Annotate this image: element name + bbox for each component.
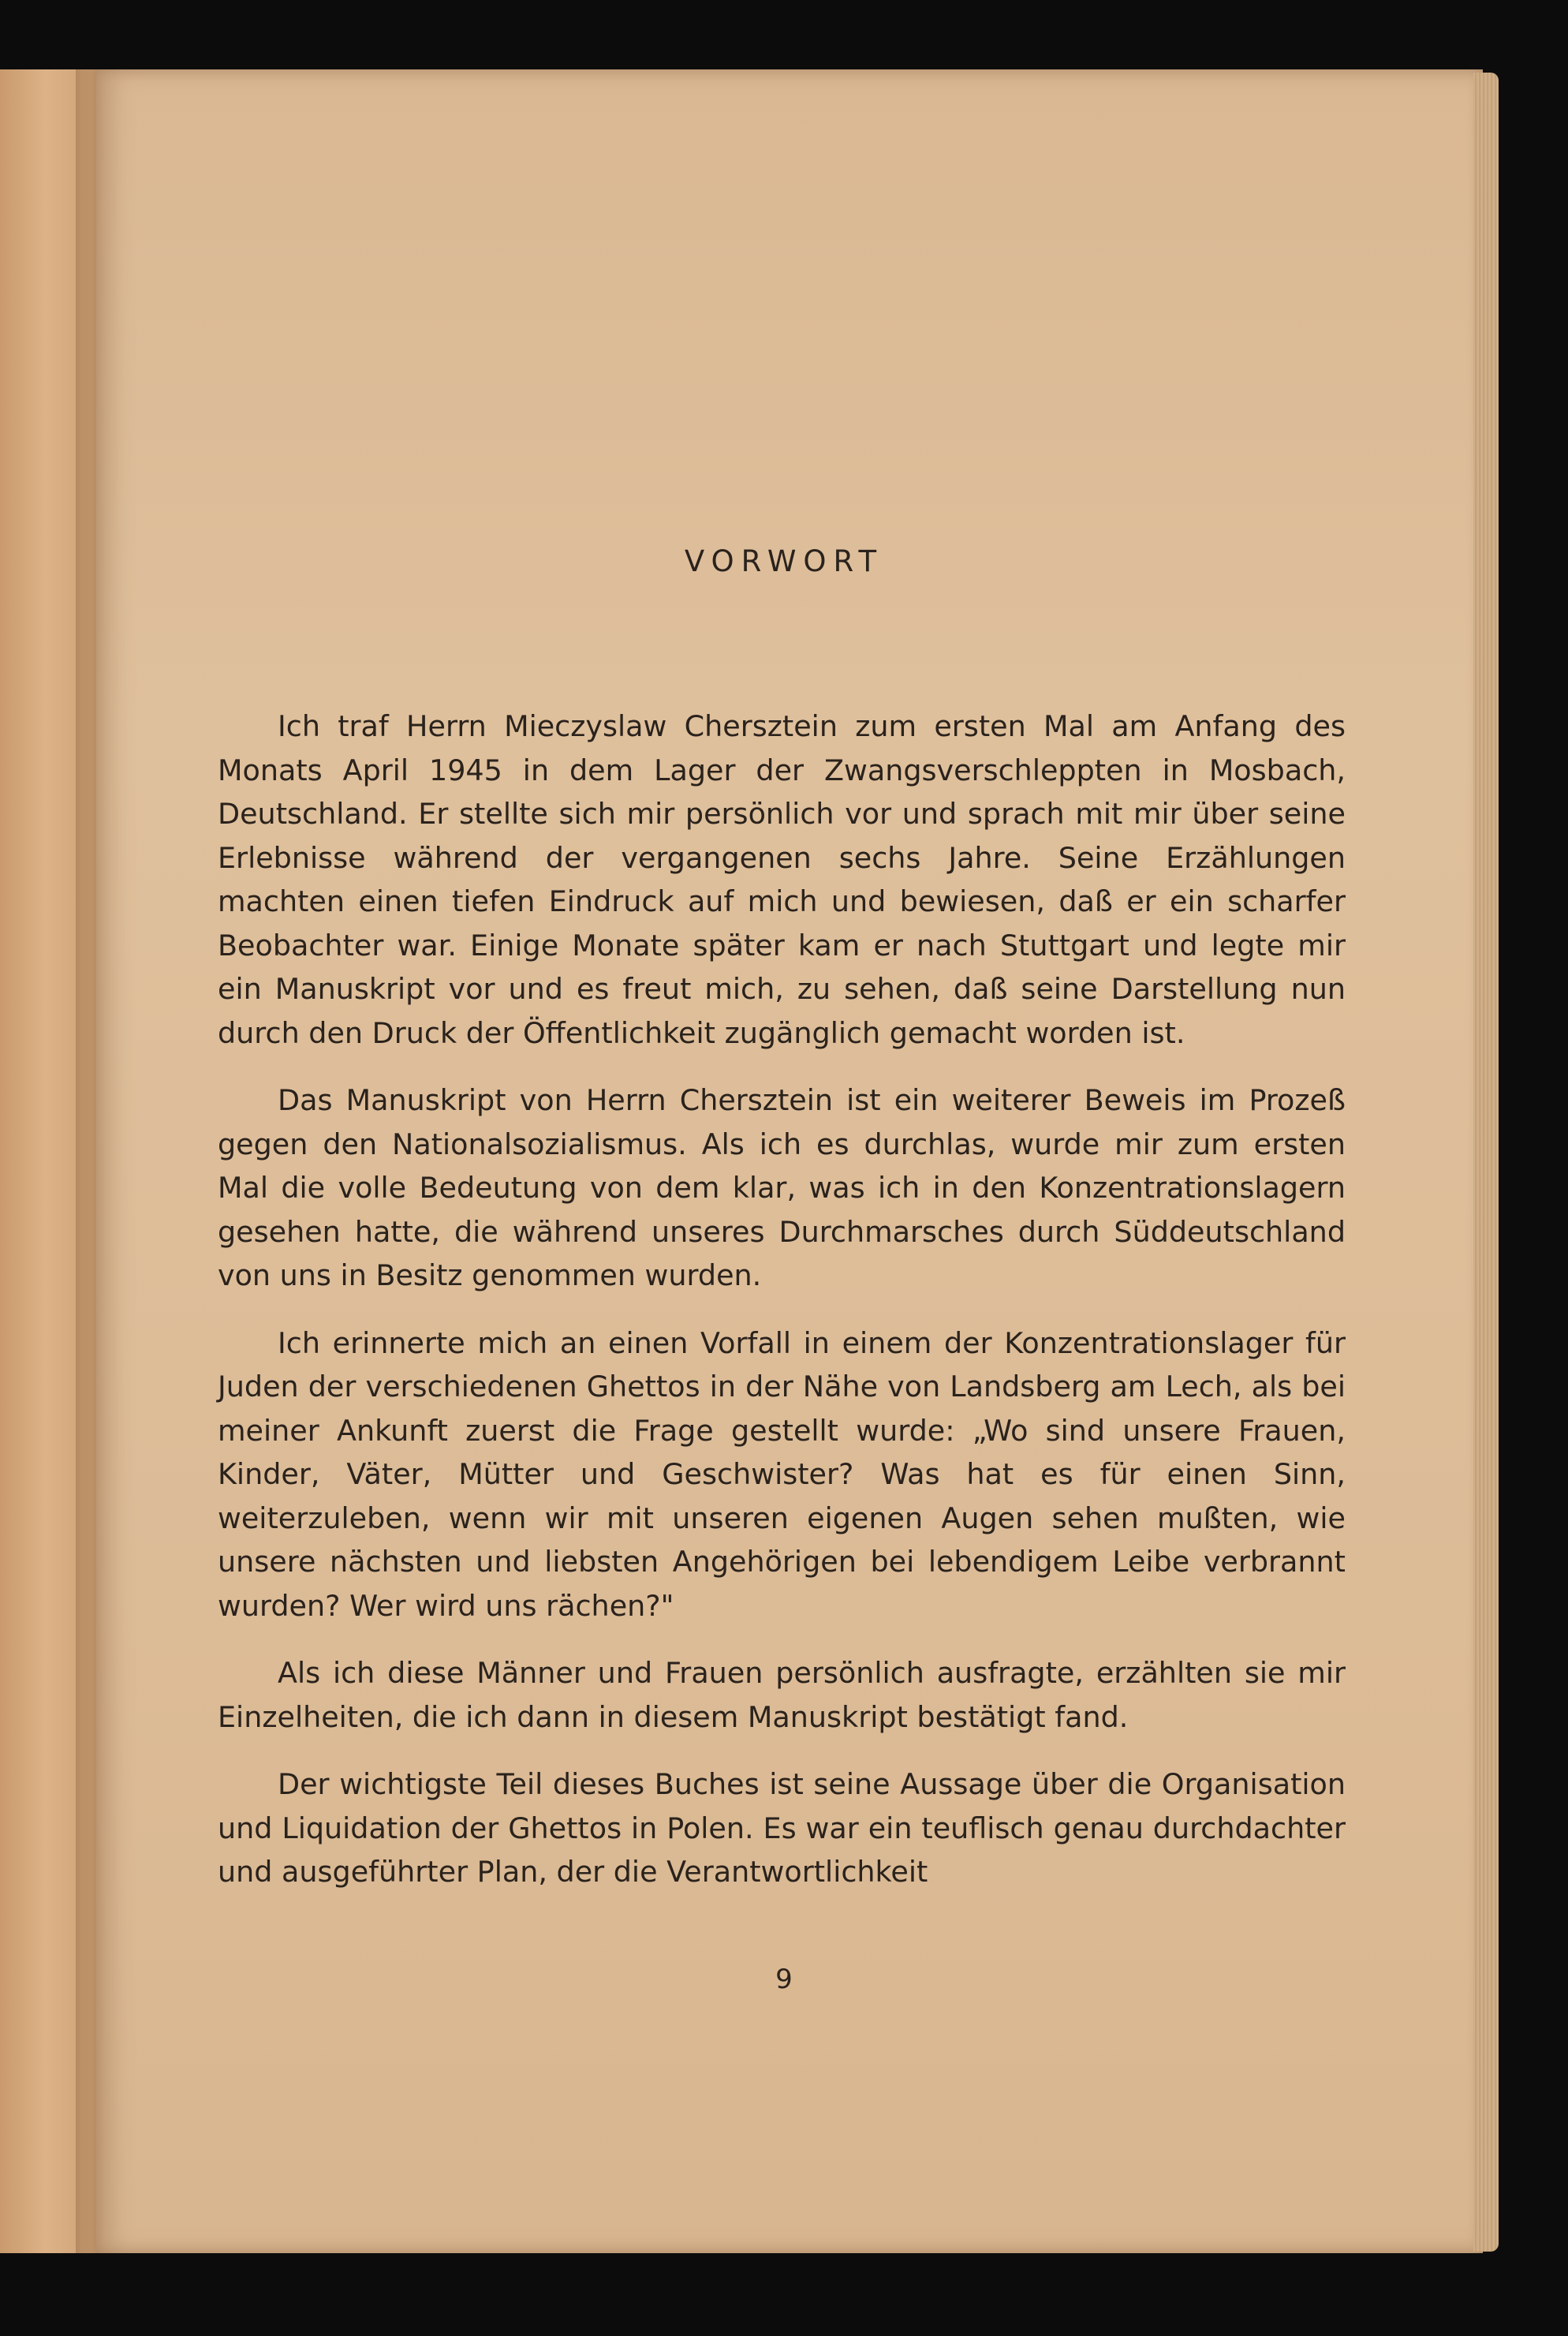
paragraph-2: Das Manuskript von Herrn Chersztein ist ein weiterer Beweis im Prozeß gegen den Nationalsozialismus. Als ich es durchlas, wurde mir zum ersten Mal die volle Bedeutung von dem klar, was ich in den Konzentrationslagern gesehen hatte, die während unseres Durchmarsches durch Süddeutschland von uns in Besitz genommen wurden. [218,1083,1346,1292]
chapter-title: VORWORT [684,544,884,578]
page-number: 9 [775,1964,793,1995]
paragraph-4: Als ich diese Männer und Frauen persönlich ausfragte, erzählten sie mir Einzelheiten, die ich dann in diesem Manuskript bestätigt fand. [218,1656,1346,1734]
book-gutter [76,69,106,2253]
paragraph-1: Ich traf Herrn Mieczyslaw Chersztein zum ersten Mal am Anfang des Monats April 1945 in dem Lager der Zwangsverschleppten in Mosbach, Deutschland. Er stellte sich mir persönlich vor und sprach mit mir über seine Erlebnisse während der vergangenen sechs Jahre. Seine Erzählungen machten einen tiefen Eindruck auf mich und bewiesen, daß er ein scharfer Beobachter war. Einige Monate später kam er nach Stuttgart und legte mir ein Manuskript vor und es freut mich, zu sehen, daß seine Darstellung nun durch den Druck der Öffentlichkeit zugänglich gemacht worden ist. [218,709,1346,1050]
paragraph-3: Ich erinnerte mich an einen Vorfall in einem der Konzentrationslager für Juden der verschiedenen Ghettos in der Nähe von Landsberg am Lech, als bei meiner Ankunft zuerst die Frage gestellt wurde: „Wo sind unsere Frauen, Kinder, Väter, Mütter und Geschwister? Was hat es für einen Sinn, weiterzuleben, wenn wir mit unseren eigenen Augen sehen mußten, wie unsere nächsten und liebsten Angehörigen bei lebendigem Leibe verbrannt wurden? Wer wird uns rächen?" [218,1325,1346,1623]
page-edge-stack [1473,73,1499,2252]
paragraph-5: Der wichtigste Teil dieses Buches ist seine Aussage über die Organisation und Liquidation der Ghettos in Polen. Es war ein teuflisch genau durchdachter und ausgeführter Plan, der die Verantwortlichkeit [218,1767,1346,1889]
body-text [218,705,1346,1918]
